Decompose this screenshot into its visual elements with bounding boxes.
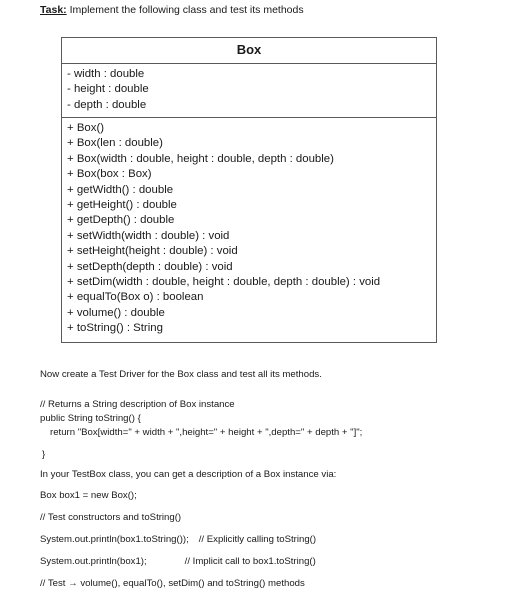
uml-method-volume: + volume() : double (67, 306, 165, 319)
code-println-implicit (40, 556, 316, 567)
uml-attribute-width: - width : double (67, 68, 145, 80)
uml-method-box-dims: + Box(width : double, height : double, depth : double) (67, 152, 334, 165)
code-println-implicit-comment: // Implicit call to box1.toString() (184, 556, 316, 567)
uml-class-name: Box (62, 38, 436, 64)
uml-method-equal-to: + equalTo(Box o) : boolean (67, 291, 204, 304)
uml-method-box-copy: + Box(box : Box) (67, 168, 152, 181)
code-close-brace: } (42, 449, 46, 460)
uml-method-set-dim: + setDim(width : double, height : double, depth : double) : void (67, 276, 381, 289)
task-label: Task: (40, 4, 67, 16)
code-println-implicit-statement: System.out.println(box1); (40, 556, 147, 567)
uml-method-to-string: + toString() : String (67, 322, 163, 335)
uml-class-diagram (61, 37, 437, 343)
driver-instruction: Now create a Test Driver for the Box class and test all its methods. (40, 369, 322, 380)
uml-method-set-width: + setWidth(width : double) : void (67, 229, 230, 242)
uml-method-box-len: + Box(len : double) (67, 137, 163, 150)
uml-attributes (62, 64, 436, 118)
uml-method-box-default: + Box() (67, 122, 105, 134)
code-return-statement: return "Box[width=" + width + ",height=" + height + ",depth=" + depth + "]"; (50, 427, 363, 438)
uml-attribute-depth: - depth : double (67, 98, 147, 111)
code-println-explicit-statement: System.out.println(box1.toString()); (40, 534, 189, 545)
code-signature: public String toString() { (40, 413, 141, 424)
code-comment-returns: // Returns a String description of Box instance (40, 399, 235, 410)
code-comment-test-constructors: // Test constructors and toString() (40, 512, 182, 523)
uml-attribute-height: - height : double (67, 83, 149, 96)
uml-method-get-height: + getHeight() : double (67, 199, 177, 212)
testbox-hint: In your TestBox class, you can get a description of a Box instance via: (40, 469, 337, 480)
uml-methods (62, 118, 436, 337)
task-text: Implement the following class and test its methods (66, 4, 304, 16)
uml-method-get-depth: + getDepth() : double (67, 214, 175, 227)
task-line (40, 4, 304, 16)
code-println-explicit (40, 534, 316, 545)
code-new-box: Box box1 = new Box(); (40, 490, 137, 501)
uml-method-set-depth: + setDepth(depth : double) : void (67, 260, 233, 273)
uml-method-set-height: + setHeight(height : double) : void (67, 245, 238, 258)
uml-method-get-width: + getWidth() : double (67, 183, 174, 196)
code-comment-test-methods: // Test → volume(), equalTo(), setDim() and toString() methods (40, 578, 305, 589)
code-println-explicit-comment: // Explicitly calling toString() (198, 534, 317, 545)
